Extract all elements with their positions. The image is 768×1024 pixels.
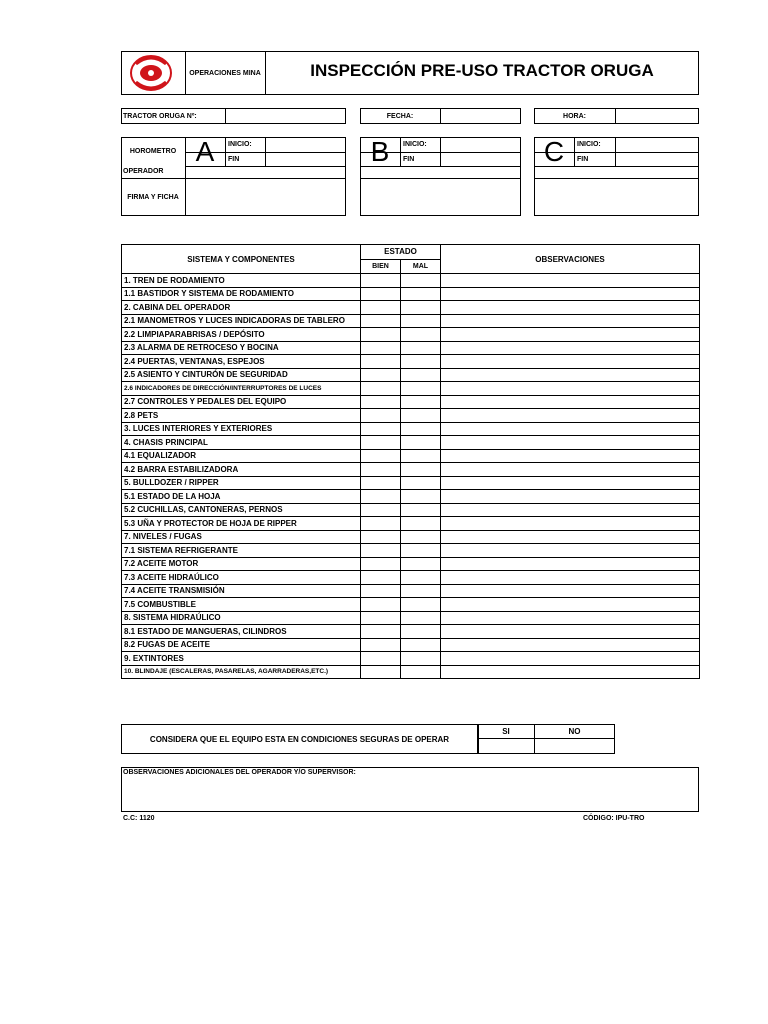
mal-cell[interactable]: [401, 422, 441, 436]
inspection-table: [121, 244, 700, 679]
hora-field[interactable]: [616, 109, 698, 123]
observation-cell[interactable]: [441, 665, 700, 679]
observation-cell[interactable]: [441, 517, 700, 531]
table-row: [122, 503, 700, 517]
row-label: 9. EXTINTORES: [122, 652, 361, 666]
row-label: 1. TREN DE RODAMIENTO: [122, 274, 361, 288]
row-label: 7. NIVELES / FUGAS: [122, 530, 361, 544]
table-row: [122, 463, 700, 477]
additional-observations-label: OBSERVACIONES ADICIONALES DEL OPERADOR Y/O SUPERVISOR:: [123, 769, 356, 776]
table-row: [122, 517, 700, 531]
inicio-label-c: INICIO:: [577, 141, 601, 148]
bien-cell[interactable]: [361, 314, 401, 328]
additional-observations-field[interactable]: [122, 780, 698, 811]
observation-cell[interactable]: [441, 557, 700, 571]
safety-si-checkbox[interactable]: [479, 739, 533, 753]
row-label: 4.1 EQUALIZADOR: [122, 449, 361, 463]
row-label: 2.5 ASIENTO Y CINTURÓN DE SEGURIDAD: [122, 368, 361, 382]
observation-cell[interactable]: [441, 287, 700, 301]
bien-cell[interactable]: [361, 301, 401, 315]
observation-cell[interactable]: [441, 341, 700, 355]
table-row: [122, 436, 700, 450]
bien-cell[interactable]: [361, 652, 401, 666]
table-row: [122, 355, 700, 369]
company-logo: [128, 54, 174, 92]
table-row: [122, 422, 700, 436]
fin-label-a: FIN: [228, 155, 240, 163]
observation-cell[interactable]: [441, 382, 700, 396]
fecha-label: FECHA:: [386, 112, 414, 120]
fecha-field[interactable]: [441, 109, 520, 123]
observation-cell[interactable]: [441, 476, 700, 490]
table-row: [122, 287, 700, 301]
operador-field-b[interactable]: [361, 167, 520, 177]
bien-cell[interactable]: [361, 341, 401, 355]
observation-cell[interactable]: [441, 463, 700, 477]
observation-cell[interactable]: [441, 449, 700, 463]
row-label: 7.3 ACEITE HIDRAÚLICO: [122, 571, 361, 585]
fin-field-a[interactable]: [266, 153, 345, 165]
hora-label: HORA:: [563, 112, 586, 120]
bien-cell[interactable]: [361, 530, 401, 544]
observation-cell[interactable]: [441, 328, 700, 342]
page-title: INSPECCIÓN PRE-USO TRACTOR ORUGA: [310, 61, 654, 80]
mal-cell[interactable]: [401, 665, 441, 679]
mal-cell[interactable]: [401, 328, 441, 342]
mal-cell[interactable]: [401, 490, 441, 504]
col-estado-header: ESTADO: [361, 245, 441, 260]
table-row: [122, 652, 700, 666]
row-label: 8. SISTEMA HIDRAÚLICO: [122, 611, 361, 625]
bien-cell[interactable]: [361, 436, 401, 450]
mal-cell[interactable]: [401, 638, 441, 652]
inicio-field-c[interactable]: [616, 138, 698, 151]
observation-cell[interactable]: [441, 436, 700, 450]
fin-field-c[interactable]: [616, 153, 698, 165]
observation-cell[interactable]: [441, 355, 700, 369]
mal-cell[interactable]: [401, 355, 441, 369]
table-row: [122, 395, 700, 409]
table-row: [122, 611, 700, 625]
bien-cell[interactable]: [361, 287, 401, 301]
bien-cell[interactable]: [361, 382, 401, 396]
table-row: [122, 341, 700, 355]
table-row: [122, 274, 700, 288]
row-label: 2.8 PETS: [122, 409, 361, 423]
mal-cell[interactable]: [401, 517, 441, 531]
safety-question: CONSIDERA QUE EL EQUIPO ESTA EN CONDICIONES SEGURAS DE OPERAR: [149, 734, 450, 744]
bien-cell[interactable]: [361, 355, 401, 369]
mal-cell[interactable]: [401, 287, 441, 301]
table-row: [122, 490, 700, 504]
mal-cell[interactable]: [401, 503, 441, 517]
mal-cell[interactable]: [401, 449, 441, 463]
row-label: 5.3 UÑA Y PROTECTOR DE HOJA DE RIPPER: [122, 517, 361, 531]
table-row: [122, 598, 700, 612]
observation-cell[interactable]: [441, 395, 700, 409]
firma-label: FIRMA Y FICHA: [127, 193, 179, 201]
observation-cell[interactable]: [441, 571, 700, 585]
observation-cell[interactable]: [441, 638, 700, 652]
row-label: 5.1 ESTADO DE LA HOJA: [122, 490, 361, 504]
row-label: 1.1 BASTIDOR Y SISTEMA DE RODAMIENTO: [122, 287, 361, 301]
table-row: [122, 638, 700, 652]
bien-cell[interactable]: [361, 571, 401, 585]
tractor-number-label: TRACTOR ORUGA Nº:: [123, 112, 197, 120]
codigo-label: CÓDIGO: IPU-TRO: [583, 815, 645, 822]
observation-cell[interactable]: [441, 652, 700, 666]
observation-cell[interactable]: [441, 422, 700, 436]
bien-cell[interactable]: [361, 422, 401, 436]
observation-cell[interactable]: [441, 611, 700, 625]
observation-cell[interactable]: [441, 368, 700, 382]
mal-cell[interactable]: [401, 382, 441, 396]
bien-cell[interactable]: [361, 368, 401, 382]
dept-label: OPERACIONES MINA: [189, 69, 261, 77]
fin-field-b[interactable]: [441, 153, 520, 165]
table-row: [122, 665, 700, 679]
row-label: 2. CABINA DEL OPERADOR: [122, 301, 361, 315]
bien-cell[interactable]: [361, 598, 401, 612]
fin-label-c: FIN: [577, 155, 589, 163]
mal-cell[interactable]: [401, 409, 441, 423]
table-row: [122, 530, 700, 544]
mal-cell[interactable]: [401, 611, 441, 625]
bien-cell[interactable]: [361, 517, 401, 531]
table-row: [122, 625, 700, 639]
table-row: [122, 409, 700, 423]
row-label: 2.4 PUERTAS, VENTANAS, ESPEJOS: [122, 355, 361, 369]
table-row: [122, 382, 700, 396]
observation-cell[interactable]: [441, 503, 700, 517]
table-row: [122, 301, 700, 315]
row-label: 2.6 INDICADORES DE DIRECCIÓN/INTERRUPTORES DE LUCES: [122, 382, 361, 396]
row-label: 8.2 FUGAS DE ACEITE: [122, 638, 361, 652]
row-label: 7.5 COMBUSTIBLE: [122, 598, 361, 612]
inicio-label-a: INICIO:: [228, 141, 252, 148]
firma-field-a[interactable]: [186, 179, 345, 215]
row-label: 8.1 ESTADO DE MANGUERAS, CILINDROS: [122, 625, 361, 639]
row-label: 7.1 SISTEMA REFRIGERANTE: [122, 544, 361, 558]
mal-cell[interactable]: [401, 584, 441, 598]
bien-cell[interactable]: [361, 638, 401, 652]
bien-cell[interactable]: [361, 544, 401, 558]
observation-cell[interactable]: [441, 301, 700, 315]
mal-cell[interactable]: [401, 544, 441, 558]
bien-cell[interactable]: [361, 476, 401, 490]
bien-cell[interactable]: [361, 395, 401, 409]
table-row: [122, 368, 700, 382]
table-row: [122, 449, 700, 463]
row-label: 2.3 ALARMA DE RETROCESO Y BOCINA: [122, 341, 361, 355]
mal-cell[interactable]: [401, 368, 441, 382]
col-system-header: SISTEMA Y COMPONENTES: [122, 245, 361, 274]
shift-b-letter: B: [370, 135, 390, 167]
bien-cell[interactable]: [361, 490, 401, 504]
inicio-field-b[interactable]: [441, 138, 520, 151]
col-bien-header: BIEN: [361, 259, 401, 274]
mal-cell[interactable]: [401, 301, 441, 315]
mal-cell[interactable]: [401, 571, 441, 585]
table-row: [122, 584, 700, 598]
table-row: [122, 544, 700, 558]
bien-cell[interactable]: [361, 557, 401, 571]
firma-field-b[interactable]: [361, 179, 520, 215]
firma-field-c[interactable]: [535, 179, 698, 215]
bien-cell[interactable]: [361, 409, 401, 423]
bien-cell[interactable]: [361, 625, 401, 639]
mal-cell[interactable]: [401, 436, 441, 450]
observation-cell[interactable]: [441, 274, 700, 288]
operador-field-a[interactable]: [186, 167, 345, 177]
bien-cell[interactable]: [361, 611, 401, 625]
row-label: 5.2 CUCHILLAS, CANTONERAS, PERNOS: [122, 503, 361, 517]
row-label: 7.2 ACEITE MOTOR: [122, 557, 361, 571]
row-label: 5. BULLDOZER / RIPPER: [122, 476, 361, 490]
observation-cell[interactable]: [441, 530, 700, 544]
safety-si-label: SI: [502, 726, 510, 736]
operador-label: OPERADOR: [123, 167, 164, 175]
bien-cell[interactable]: [361, 503, 401, 517]
row-label: 4. CHASIS PRINCIPAL: [122, 436, 361, 450]
mal-cell[interactable]: [401, 557, 441, 571]
bien-cell[interactable]: [361, 328, 401, 342]
safety-no-label: NO: [568, 726, 581, 736]
mal-cell[interactable]: [401, 530, 441, 544]
mal-cell[interactable]: [401, 598, 441, 612]
row-label: 10. BLINDAJE (ESCALERAS, PASARELAS, AGARRADERAS,ETC.): [122, 665, 361, 679]
inicio-field-a[interactable]: [266, 138, 345, 151]
observation-cell[interactable]: [441, 625, 700, 639]
row-label: 2.2 LIMPIAPARABRISAS / DEPÓSITO: [122, 328, 361, 342]
mal-cell[interactable]: [401, 476, 441, 490]
mal-cell[interactable]: [401, 274, 441, 288]
col-obs-header: OBSERVACIONES: [441, 245, 700, 274]
tractor-number-field[interactable]: [226, 109, 345, 123]
bien-cell[interactable]: [361, 463, 401, 477]
table-row: [122, 557, 700, 571]
inicio-label-b: INICIO:: [403, 141, 427, 148]
mal-cell[interactable]: [401, 395, 441, 409]
row-label: 4.2 BARRA ESTABILIZADORA: [122, 463, 361, 477]
observation-cell[interactable]: [441, 598, 700, 612]
row-label: 3. LUCES INTERIORES Y EXTERIORES: [122, 422, 361, 436]
safety-no-checkbox[interactable]: [535, 739, 614, 753]
bien-cell[interactable]: [361, 665, 401, 679]
bien-cell[interactable]: [361, 274, 401, 288]
table-row: [122, 476, 700, 490]
table-row: [122, 314, 700, 328]
observation-cell[interactable]: [441, 544, 700, 558]
observation-cell[interactable]: [441, 490, 700, 504]
shift-a-letter: A: [195, 135, 215, 167]
mal-cell[interactable]: [401, 652, 441, 666]
fin-label-b: FIN: [403, 155, 415, 163]
shift-c-letter: C: [543, 135, 565, 167]
operador-field-c[interactable]: [535, 167, 698, 177]
cc-label: C.C: 1120: [123, 815, 155, 822]
horometro-label: HOROMETRO: [129, 148, 177, 155]
bien-cell[interactable]: [361, 449, 401, 463]
observation-cell[interactable]: [441, 584, 700, 598]
bien-cell[interactable]: [361, 584, 401, 598]
mal-cell[interactable]: [401, 341, 441, 355]
mal-cell[interactable]: [401, 463, 441, 477]
row-label: 2.7 CONTROLES Y PEDALES DEL EQUIPO: [122, 395, 361, 409]
col-mal-header: MAL: [401, 259, 441, 274]
row-label: 7.4 ACEITE TRANSMISIÓN: [122, 584, 361, 598]
mal-cell[interactable]: [401, 625, 441, 639]
table-row: [122, 328, 700, 342]
observation-cell[interactable]: [441, 314, 700, 328]
observation-cell[interactable]: [441, 409, 700, 423]
mal-cell[interactable]: [401, 314, 441, 328]
table-row: [122, 571, 700, 585]
row-label: 2.1 MANOMETROS Y LUCES INDICADORAS DE TABLERO: [122, 314, 361, 328]
